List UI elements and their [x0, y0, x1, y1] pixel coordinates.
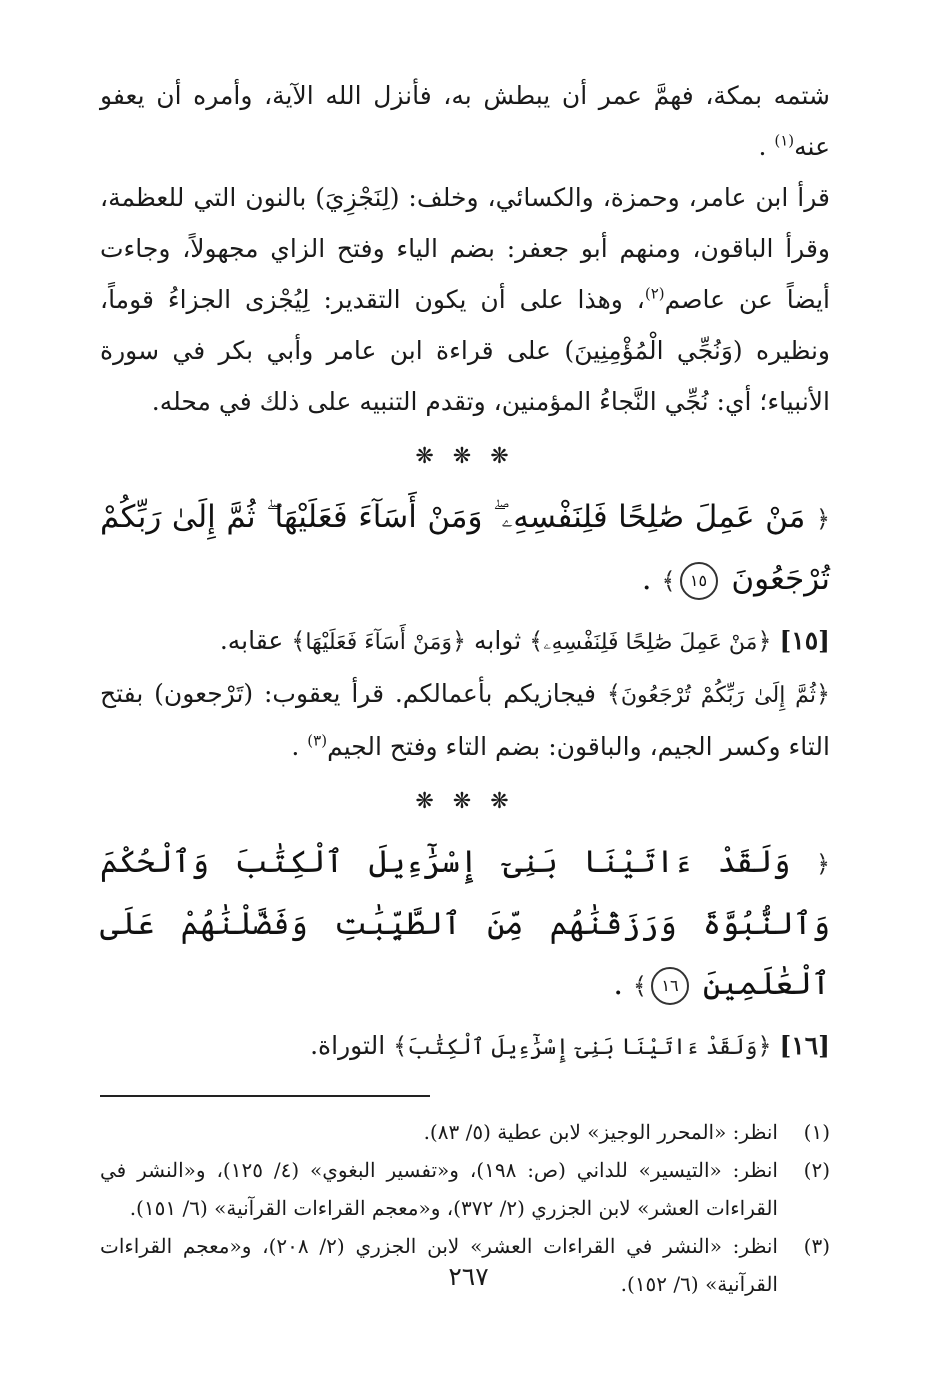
footnote-divider [100, 1095, 430, 1097]
verse-label: [١٦] [779, 1031, 830, 1060]
verse-close-bracket: ﴾ [291, 627, 306, 655]
verse-open-bracket: ﴿ [815, 505, 830, 533]
quoted-verse: وَلَقَدْ ءَاتَيْنَا بَنِىٓ إِسْرَٰٓءِيلَ ٱلْكِتَٰبَ [407, 1035, 758, 1060]
tafsir-15-reading [100, 668, 830, 772]
book-page [100, 70, 830, 1360]
footnote-divider-area [100, 1073, 830, 1113]
section-separator: ❋ ❋ ❋ [415, 444, 515, 469]
paragraph-2 [100, 172, 830, 427]
explanation: التوراة. [310, 1031, 386, 1060]
explanation: ثوابه [474, 626, 522, 655]
verse-text: وَلَقَدْ ءَاتَيْنَا بَنِىٓ إِسْرَٰٓءِيلَ ٱلْكِتَٰبَ وَٱلْحُكْمَ وَٱلنُّبُوَّةَ وَرَزَقْنَٰهُم مِّنَ ٱلطَّيِّبَٰتِ وَفَضَّلْنَٰهُمْ عَلَى ٱلْعَٰلَمِينَ [100, 844, 830, 1002]
verse-open-bracket: ﴿ [451, 627, 467, 655]
paragraph-text: شتمه بمكة، فهمَّ عمر أن يبطش به، فأنزل الله الآية، وأمره أن يعفو عنه [100, 81, 830, 161]
footnote-text: انظر: «المحرر الوجيز» لابن عطية (٥/ ٨٣). [423, 1120, 778, 1144]
footnote-number: (٢) [803, 1158, 830, 1182]
verse-text: مَنْ عَمِلَ صَٰلِحًا فَلِنَفْسِهِۦ ۖ وَمَنْ أَسَآءَ فَعَلَيْهَا ۖ ثُمَّ إِلَىٰ رَبِّكُمْ تُرْجَعُونَ [100, 499, 830, 597]
verse-label: [١٥] [779, 626, 830, 655]
footnote-number: (١) [803, 1120, 830, 1144]
quoted-verse: مَنْ عَمِلَ صَٰلِحًا فَلِنَفْسِهِۦ [543, 630, 758, 655]
footnote-2 [100, 1151, 830, 1227]
verse-close-bracket: ﴾ [661, 567, 676, 595]
footnote-1 [100, 1113, 830, 1151]
footnote-number: (٣) [803, 1234, 830, 1258]
paragraph-tail: ، وهذا على أن يكون التقدير: لِيُجْزى الجزاءُ قوماً، ونظيره (وَنُجِّي الْمُؤْمِنِينَ) على قراءة ابن عامر وأبي بكر في سورة الأنبياء؛ أي: نُجِّي النَّجاءُ المؤمنين، وتقدم التنبيه على ذلك في محله. [100, 285, 830, 416]
verse-tail: . [641, 561, 652, 597]
explanation: فيجازيكم بأعمالكم. قرأ يعقوب: (تَرْجعون) بفتح التاء وكسر الجيم، والباقون: بضم التاء وفتح الجيم [100, 679, 830, 761]
paragraph-1 [100, 70, 830, 172]
footnote-text: انظر: «التيسير» للداني (ص: ١٩٨)، و«تفسير البغوي» (٤/ ١٢٥)، و«النشر في القراءات العشر» لابن الجزري (٢/ ٣٧٢)، و«معجم القراءات القرآنية» (٦/ ١٥١). [100, 1158, 778, 1220]
footnote-ref-3[interactable]: (٣) [307, 731, 328, 750]
ayah-number-marker: ١٥ [680, 562, 718, 600]
verse-open-bracket: ﴿ [757, 627, 772, 655]
tafsir-16 [100, 1020, 830, 1073]
verse-open-bracket: ﴿ [815, 680, 830, 708]
footnote-text: انظر: «النشر في القراءات العشر» لابن الجزري (٢/ ٢٠٨)، و«معجم القراءات القرآنية» (٦/ ١٥٢). [100, 1234, 778, 1296]
quoted-verse: وَمَنْ أَسَآءَ فَعَلَيْهَا [305, 630, 452, 655]
section-separator: ❋ ❋ ❋ [415, 789, 515, 814]
verse-close-bracket: ﴾ [606, 680, 621, 708]
paragraph-tail: . [758, 132, 767, 161]
quran-verse-16 [100, 832, 830, 1016]
paragraph-text: قرأ ابن عامر، وحمزة، والكسائي، وخلف: (لِنَجْزِيَ) بالنون التي للعظمة، وقرأ الباقون، ومنهم أبو جعفر: بضم الياء وفتح الزاي مجهولاً، وجاءت أيضاً عن عاصم [100, 183, 830, 314]
quoted-verse: ثُمَّ إِلَىٰ رَبِّكُمْ تُرْجَعُونَ [620, 683, 816, 708]
verse-close-bracket: ﴾ [529, 627, 544, 655]
verse-open-bracket: ﴿ [757, 1032, 772, 1060]
verse-close-bracket: ﴾ [393, 1032, 408, 1060]
explanation: عقابه. [219, 626, 284, 655]
footnote-ref-2[interactable]: (٢) [644, 284, 665, 303]
verse-tail: . [613, 966, 624, 1002]
verse-close-bracket: ﴾ [632, 972, 647, 1000]
paragraph-tail: . [291, 732, 300, 761]
ayah-number-marker: ١٦ [651, 967, 689, 1005]
tafsir-15 [100, 615, 830, 668]
footnote-ref-1[interactable]: (١) [774, 131, 795, 150]
quran-verse-15 [100, 487, 830, 611]
verse-open-bracket: ﴿ [815, 850, 831, 878]
page-number: ٢٦٧ [448, 1262, 489, 1291]
